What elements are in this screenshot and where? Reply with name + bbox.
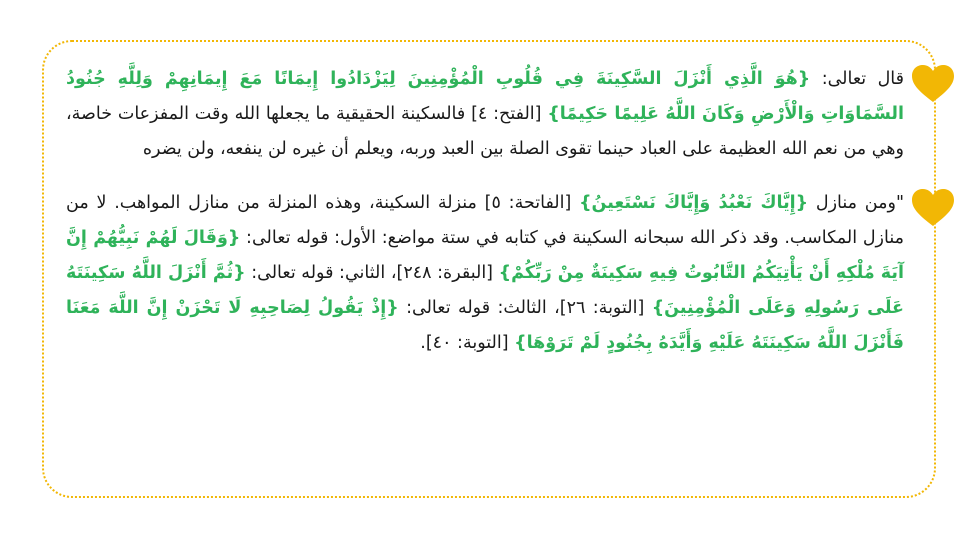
paragraph-2-text: [التوبة: ٤٠]. [420,333,515,353]
paragraph-2-text: [الفاتحة: ٥] منزلة السكينة، وهذه المنزلة من منازل المواهب. لا من منازل المكاسب. وقد ذكر الله سبحانه السكينة في كتابه في ستة مواضع: الأول: قوله تعالى: [66,193,904,248]
heart-icon [910,188,956,228]
quran-verse: {هُوَ الَّذِي أَنْزَلَ السَّكِينَةَ فِي قُلُوبِ الْمُؤْمِنِينَ لِيَزْدَادُوا إِيمَانًا مَعَ إِيمَانِهِمْ وَلِلَّهِ جُنُودُ السَّمَاوَاتِ وَالْأَرْضِ وَكَانَ اللَّهُ عَلِيمًا حَكِيمًا} [66,69,904,124]
paragraph-1-text: [الفتح: ٤] فالسكينة الحقيقية ما يجعلها الله وقت المفزعات خاصة، وهي من نعم الله العظيمة على العباد حينما تقوى الصلة بين العبد وربه، ويعلم أن غيره لن ينفعه، ولن يضره [66,104,904,159]
heart-icon [910,64,956,104]
quran-verse: {ثُمَّ أَنْزَلَ اللَّهُ سَكِينَتَهُ عَلَى رَسُولِهِ وَعَلَى الْمُؤْمِنِينَ} [66,263,904,318]
document-body [66,62,906,380]
paragraph-2-text: [البقرة: ٢٤٨]، الثاني: قوله تعالى: [245,263,499,283]
quran-verse: {إِيَّاكَ نَعْبُدُ وَإِيَّاكَ نَسْتَعِينُ} [579,193,809,213]
quran-verse: {وَقَالَ لَهُمْ نَبِيُّهُمْ إِنَّ آيَةَ مُلْكِهِ أَنْ يَأْتِيَكُمُ التَّابُوتُ فِيهِ سَكِينَةٌ مِنْ رَبِّكُمْ} [66,228,904,283]
quran-verse: {إِذْ يَقُولُ لِصَاحِبِهِ لَا تَحْزَنْ إِنَّ اللَّهَ مَعَنَا فَأَنْزَلَ اللَّهُ سَكِينَتَهُ عَلَيْهِ وَأَيَّدَهُ بِجُنُودٍ لَمْ تَرَوْهَا} [66,298,904,353]
paragraph-1-text: قال تعالى: [810,69,905,89]
paragraph-2 [66,186,906,361]
paragraph-2-text: [التوبة: ٢٦]، الثالث: قوله تعالى: [398,298,652,318]
paragraph-2-text: "ومن منازل [808,193,904,213]
paragraph-1 [66,62,906,167]
